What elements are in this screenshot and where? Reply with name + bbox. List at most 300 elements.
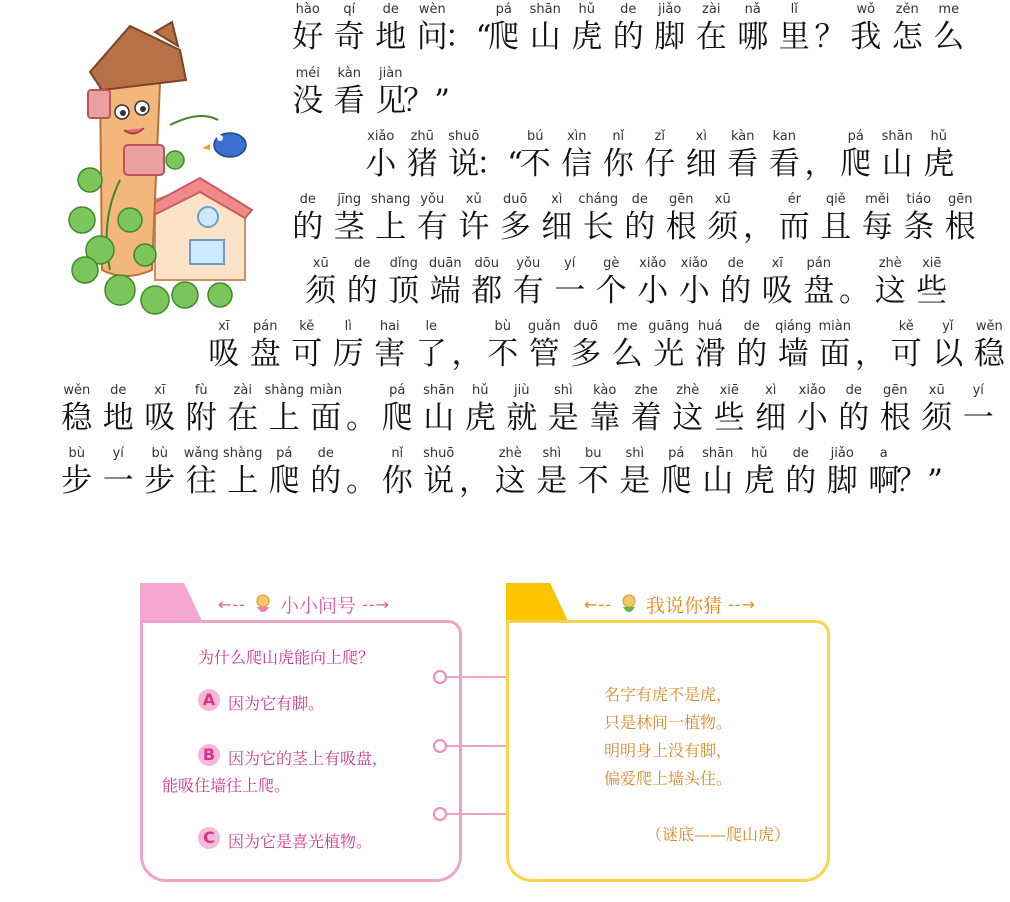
pinyin: kàn (337, 66, 361, 81)
pinyin: měi (865, 192, 890, 207)
story-character (556, 129, 598, 183)
hanzi: 没 (292, 83, 324, 119)
story-character (377, 383, 419, 437)
hanzi: 么 (611, 336, 643, 372)
hanzi: 猪 (406, 146, 438, 182)
pinyin: de (354, 256, 371, 271)
story-character (715, 256, 757, 310)
hanzi: 不 (487, 336, 519, 372)
hanzi: 爬 (268, 463, 300, 499)
pinyin: de (727, 256, 744, 271)
story-character (495, 192, 537, 246)
hanzi: 根 (665, 209, 697, 245)
story-character (543, 383, 585, 437)
pinyin: bù (151, 446, 168, 461)
hanzi: 我 (850, 19, 882, 55)
hanzi: 看 (768, 146, 800, 182)
story-character (369, 319, 411, 373)
hanzi: 茎 (333, 209, 365, 245)
story-character (515, 129, 557, 183)
pinyin: shān (702, 446, 734, 461)
hanzi: 爬 (660, 463, 692, 499)
story-character (591, 256, 633, 310)
story-character (56, 383, 98, 437)
story-character (681, 129, 723, 183)
story-character (482, 319, 524, 373)
pinyin: me (938, 2, 960, 17)
pinyin: hǔ (751, 446, 768, 461)
hanzi: 了 (415, 336, 447, 372)
hanzi: ， (451, 336, 483, 372)
pinyin: jiǎo (830, 446, 854, 461)
pinyin: guǎn (527, 319, 561, 334)
story-character (412, 192, 454, 246)
quiz-header (218, 591, 390, 618)
hanzi: 个 (595, 273, 627, 309)
story-character (792, 383, 834, 437)
hanzi: 脚 (826, 463, 858, 499)
hanzi: 看 (333, 83, 365, 119)
hanzi: 面 (819, 336, 851, 372)
pinyin: pá (495, 2, 512, 17)
hanzi: 细 (541, 209, 573, 245)
story-character (536, 192, 578, 246)
story-character (750, 383, 792, 437)
pinyin: dōu (474, 256, 499, 271)
hanzi: 滑 (694, 336, 726, 372)
hanzi: 顶 (388, 273, 420, 309)
story-character (566, 2, 608, 56)
story-character (418, 446, 460, 500)
hanzi: 见 (375, 83, 407, 119)
pinyin: xiǎo (798, 383, 826, 398)
story-character (731, 319, 773, 373)
hanzi: ？” (403, 83, 450, 119)
riddle-line-2: 只是林间一植物。 (604, 713, 733, 732)
pinyin: de (620, 2, 637, 17)
pinyin: bù (68, 446, 85, 461)
story-character (815, 192, 857, 246)
pinyin: qiáng (775, 319, 812, 334)
option-b-text[interactable]: 因为它的茎上有吸盘， (228, 749, 389, 768)
story-line (287, 66, 450, 120)
hanzi: 就 (506, 400, 538, 436)
hanzi: 步 (144, 463, 176, 499)
hanzi: 许 (458, 209, 490, 245)
story-character (525, 2, 567, 56)
hanzi: 小 (796, 400, 828, 436)
story-character (305, 446, 347, 500)
story-character (483, 2, 525, 56)
story-character (814, 319, 856, 373)
pinyin: nǎ (744, 2, 761, 17)
story-character (264, 383, 306, 437)
story-character (342, 256, 384, 310)
pinyin: shì (542, 446, 562, 461)
pinyin: yǒu (420, 192, 445, 207)
pinyin: pá (389, 383, 406, 398)
story-character (674, 256, 716, 310)
story-line (360, 129, 960, 183)
pinyin: hǔ (930, 129, 947, 144)
hanzi: ？ (814, 19, 846, 55)
riddle-line-3: 明明身上没有脚， (604, 741, 733, 760)
story-character (347, 446, 377, 500)
pinyin: hǔ (578, 2, 595, 17)
story-character (508, 256, 550, 310)
pinyin: de (317, 446, 334, 461)
pinyin: hǔ (472, 383, 489, 398)
option-c-text[interactable]: 因为它是喜光植物。 (228, 832, 373, 851)
pinyin: pán (253, 319, 278, 334)
story-character (139, 383, 181, 437)
story-character (287, 66, 329, 120)
hanzi: 不 (519, 146, 551, 182)
hanzi: 虎 (464, 400, 496, 436)
story-character (370, 192, 412, 246)
story-character (840, 256, 870, 310)
story-character (764, 129, 806, 183)
story-character (614, 446, 656, 500)
story-line (203, 319, 1010, 373)
pinyin: xiǎo (680, 256, 708, 271)
story-character (916, 383, 958, 437)
story-character (619, 192, 661, 246)
pinyin: de (845, 383, 862, 398)
hanzi: 都 (471, 273, 503, 309)
pinyin: a (879, 446, 888, 461)
story-character (305, 383, 347, 437)
story-character (918, 129, 960, 183)
hanzi: 上 (268, 400, 300, 436)
story-character (697, 446, 739, 500)
story-character (370, 2, 412, 56)
pinyin: wěn (63, 383, 91, 398)
mascot-icon (252, 593, 274, 617)
story-character (287, 192, 329, 246)
pinyin: shuō (448, 129, 480, 144)
pinyin: xì (551, 192, 563, 207)
pinyin: lǐ (790, 2, 798, 17)
pinyin: shì (625, 446, 645, 461)
pinyin: gēn (669, 192, 694, 207)
pinyin: xìn (566, 129, 587, 144)
story-character (709, 383, 751, 437)
hanzi: 。 (346, 463, 377, 499)
hanzi: 一 (102, 463, 134, 499)
hanzi: 地 (375, 19, 407, 55)
story-character (940, 192, 982, 246)
story-character (805, 129, 835, 183)
hanzi: 仔 (644, 146, 676, 182)
pinyin: shang (371, 192, 411, 207)
hanzi: 。 (839, 273, 870, 309)
pinyin: lì (344, 319, 352, 334)
pinyin: qí (343, 2, 356, 17)
hanzi: 脚 (654, 19, 686, 55)
pinyin: zhè (676, 383, 700, 398)
pinyin: shān (881, 129, 913, 144)
pinyin: zhe (634, 383, 658, 398)
story-character (98, 383, 140, 437)
option-a-badge[interactable]: A (198, 689, 220, 711)
pinyin: dǐng (389, 256, 418, 271)
pinyin: zhè (498, 446, 522, 461)
story-character (418, 383, 460, 437)
story-character (757, 256, 799, 310)
pinyin: miàn (818, 319, 851, 334)
story-character (661, 192, 703, 246)
hanzi: ， (855, 336, 886, 372)
pinyin: xǔ (465, 192, 482, 207)
hanzi: 靠 (589, 400, 621, 436)
quiz-tab-decoration (140, 583, 203, 623)
pinyin: yí (972, 383, 984, 398)
story-character (139, 446, 181, 500)
pinyin: zǐ (654, 129, 665, 144)
hanzi: 吸 (208, 336, 240, 372)
hanzi: 厉 (332, 336, 364, 372)
story-character (549, 256, 591, 310)
option-a-text[interactable]: 因为它有脚。 (228, 694, 325, 713)
pinyin: jiǎo (658, 2, 682, 17)
hanzi: 有 (512, 273, 544, 309)
hanzi: 的 (292, 209, 324, 245)
pinyin: cháng (578, 192, 619, 207)
pinyin: huá (698, 319, 723, 334)
hanzi: ：“ (476, 146, 523, 182)
story-character (780, 446, 822, 500)
option-c-badge[interactable]: C (198, 827, 220, 849)
pinyin: wěn (975, 319, 1003, 334)
story-character (329, 192, 371, 246)
hanzi: 而 (778, 209, 810, 245)
hanzi: 可 (890, 336, 922, 372)
story-character (691, 2, 733, 56)
story-character (203, 319, 245, 373)
hanzi: 盘 (803, 273, 835, 309)
story-character (403, 66, 450, 120)
story-character (98, 446, 140, 500)
pinyin: shān (529, 2, 561, 17)
hanzi: 小 (637, 273, 669, 309)
hanzi: 须 (305, 273, 337, 309)
story-character (958, 383, 1000, 437)
option-b-text-line2[interactable]: 能吸住墙往上爬。 (162, 776, 291, 795)
story-character (402, 129, 444, 183)
arrow-right-icon: --→ (727, 595, 756, 614)
hanzi: 么 (933, 19, 965, 55)
hanzi: 管 (528, 336, 560, 372)
pinyin: de (382, 2, 399, 17)
story-character (798, 256, 840, 310)
pinyin: zài (702, 2, 721, 17)
pinyin: gēn (948, 192, 973, 207)
story-line (287, 192, 981, 246)
story-character (425, 256, 467, 310)
story-character (460, 446, 490, 500)
pinyin: hai (379, 319, 400, 334)
story-character (722, 129, 764, 183)
hanzi: 细 (755, 400, 787, 436)
story-character (835, 129, 877, 183)
hanzi: 以 (932, 336, 964, 372)
hanzi: 是 (536, 463, 568, 499)
hanzi: 步 (61, 463, 93, 499)
pinyin: yí (112, 446, 124, 461)
hanzi: 。 (346, 400, 377, 436)
story-character (490, 446, 532, 500)
story-character (648, 319, 690, 373)
hanzi: 上 (375, 209, 407, 245)
story-line (56, 446, 943, 500)
pinyin: shān (423, 383, 455, 398)
pinyin: jiù (514, 383, 530, 398)
hanzi: 往 (185, 463, 217, 499)
hanzi: 且 (820, 209, 852, 245)
hanzi: 面 (310, 400, 342, 436)
story-character (360, 129, 402, 183)
story-character (639, 129, 681, 183)
hanzi: ？” (896, 463, 943, 499)
hanzi: 须 (707, 209, 739, 245)
story-character (222, 383, 264, 437)
pinyin: de (631, 192, 648, 207)
hanzi: 吸 (761, 273, 793, 309)
story-character (347, 383, 377, 437)
pinyin: shì (553, 383, 573, 398)
hanzi: 说 (448, 146, 480, 182)
pinyin: yí (564, 256, 576, 271)
story-character (886, 319, 928, 373)
story-character (969, 319, 1010, 373)
hanzi: 山 (529, 19, 561, 55)
story-character (667, 383, 709, 437)
hanzi: 着 (630, 400, 662, 436)
option-b-badge[interactable]: B (198, 744, 220, 766)
hanzi: 虎 (571, 19, 603, 55)
story-line (300, 256, 953, 310)
pinyin: kan (772, 129, 796, 144)
hanzi: 里 (778, 19, 810, 55)
pinyin: yǒu (516, 256, 541, 271)
pinyin: bu (585, 446, 602, 461)
pinyin: nǐ (612, 129, 625, 144)
pinyin: xī (218, 319, 230, 334)
story-character (476, 129, 523, 183)
hanzi: 条 (903, 209, 935, 245)
story-character (815, 2, 845, 56)
hanzi: 些 (713, 400, 745, 436)
story-character (531, 446, 573, 500)
story-character (649, 2, 691, 56)
story-character (744, 192, 774, 246)
story-character (501, 383, 543, 437)
story-character (690, 319, 732, 373)
guess-header (584, 591, 756, 618)
hanzi: 虎 (923, 146, 955, 182)
quiz-title: 小小问号 (279, 595, 356, 617)
hanzi: 说 (423, 463, 455, 499)
pinyin: bú (527, 129, 544, 144)
story-character (329, 2, 371, 56)
story-character (444, 2, 492, 56)
hanzi: 看 (727, 146, 759, 182)
riddle-answer: （谜底——爬山虎） (646, 825, 791, 844)
hanzi: 的 (838, 400, 870, 436)
pinyin: duō (573, 319, 598, 334)
arrow-left-icon: ←-- (584, 595, 612, 614)
hanzi: 细 (685, 146, 717, 182)
hanzi: 小 (678, 273, 710, 309)
story-character (245, 319, 287, 373)
pinyin: xū (714, 192, 731, 207)
pinyin: shàng (223, 446, 263, 461)
hanzi: 你 (381, 463, 413, 499)
hanzi: 的 (346, 273, 378, 309)
pinyin: yǐ (942, 319, 954, 334)
hanzi: 墙 (777, 336, 809, 372)
pinyin: xiǎo (367, 129, 395, 144)
story-character (626, 383, 668, 437)
hanzi: 爬 (840, 146, 872, 182)
pinyin: wèn (418, 2, 446, 17)
hanzi: 的 (624, 209, 656, 245)
hanzi: 的 (310, 463, 342, 499)
story-character (608, 2, 650, 56)
pinyin: de (110, 383, 127, 398)
story-character (452, 319, 482, 373)
hanzi: 这 (672, 400, 704, 436)
hanzi: 些 (916, 273, 948, 309)
hanzi: 怎 (891, 19, 923, 55)
hanzi: 你 (602, 146, 634, 182)
hanzi: 奇 (333, 19, 365, 55)
hanzi: ， (743, 209, 774, 245)
story-character (264, 446, 306, 500)
story-line (287, 2, 970, 56)
story-character (607, 319, 649, 373)
pinyin: de (743, 319, 760, 334)
story-character (578, 192, 620, 246)
pinyin: pá (276, 446, 293, 461)
pinyin: tiáo (906, 192, 932, 207)
pinyin: bù (494, 319, 511, 334)
story-character (877, 129, 919, 183)
pinyin: pá (668, 446, 685, 461)
hanzi: 爬 (381, 400, 413, 436)
story-character (453, 192, 495, 246)
hanzi: 小 (365, 146, 397, 182)
hanzi: 一 (962, 400, 994, 436)
pinyin: de (299, 192, 316, 207)
pinyin: duān (428, 256, 462, 271)
hanzi: 多 (499, 209, 531, 245)
hanzi: 虎 (743, 463, 775, 499)
pinyin: duō (503, 192, 528, 207)
story-character (928, 2, 970, 56)
story-character (565, 319, 607, 373)
hanzi: 山 (881, 146, 913, 182)
story-character (887, 2, 929, 56)
pinyin: zěn (895, 2, 919, 17)
story-character (181, 446, 223, 500)
story-character (181, 383, 223, 437)
hanzi: 多 (570, 336, 602, 372)
story-character (774, 192, 816, 246)
story-character (460, 383, 502, 437)
story-character (222, 446, 264, 500)
